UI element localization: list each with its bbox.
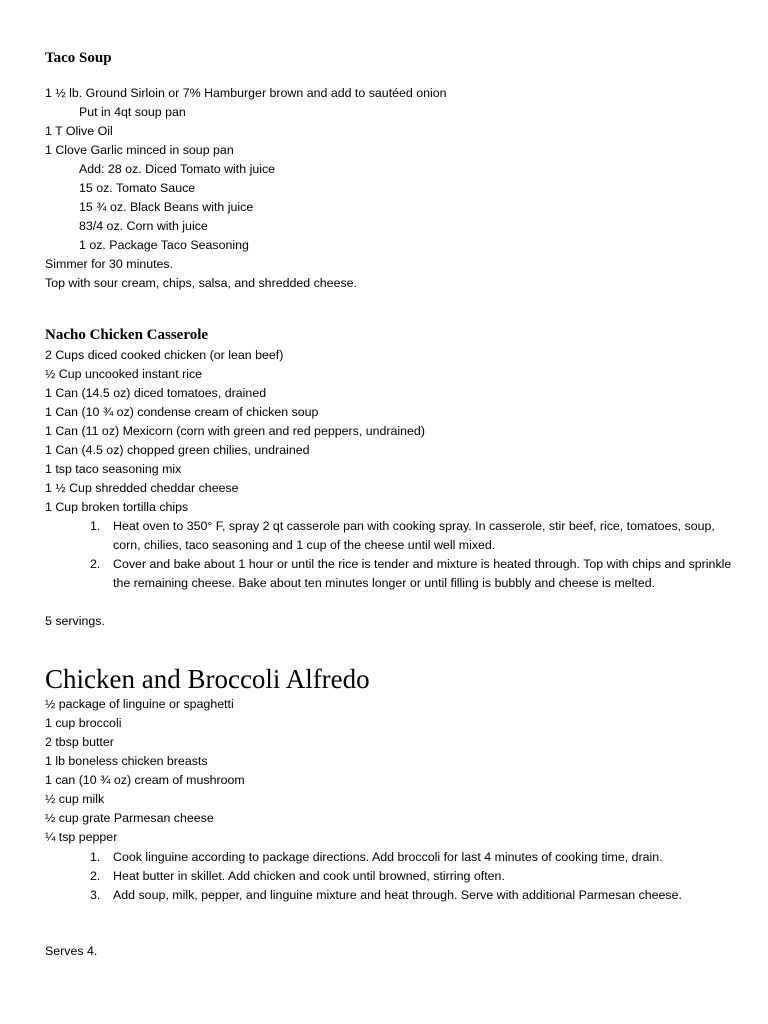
nacho-ingredient: 1 Can (14.5 oz) diced tomatoes, drained (45, 386, 267, 400)
nacho-steps-list (45, 517, 735, 593)
taco-line: Top with sour cream, chips, salsa, and shredded cheese. (45, 276, 357, 290)
nacho-ingredient: ½ Cup uncooked instant rice (45, 367, 203, 381)
nacho-ingredient: 1 ½ Cup shredded cheddar cheese (45, 481, 239, 495)
taco-line: 1 oz. Package Taco Seasoning (79, 238, 249, 252)
taco-line: 1 ½ lb. Ground Sirloin or 7% Hamburger brown and add to sautéed onion (45, 86, 447, 100)
alfredo-ingredient: ½ package of linguine or spaghetti (45, 697, 234, 711)
step-number: 3. (90, 888, 101, 902)
alfredo-ingredient: ¼ tsp pepper (45, 830, 118, 844)
alfredo-step (45, 867, 735, 886)
alfredo-ingredient: 1 can (10 ¾ oz) cream of mushroom (45, 773, 245, 787)
step-number: 2. (90, 557, 101, 571)
alfredo-ingredient: ½ cup grate Parmesan cheese (45, 811, 214, 825)
alfredo-step (45, 886, 735, 905)
alfredo-ingredient: 1 lb boneless chicken breasts (45, 754, 208, 768)
step-number: 1. (90, 850, 101, 864)
nacho-ingredient: 1 Cup broken tortilla chips (45, 500, 189, 514)
alfredo-ingredient: 1 cup broccoli (45, 716, 122, 730)
nacho-ingredient: 1 Can (10 ¾ oz) condense cream of chicken soup (45, 405, 319, 419)
alfredo-ingredient: ½ cup milk (45, 792, 105, 806)
nacho-step (45, 517, 735, 555)
taco-line: Put in 4qt soup pan (79, 105, 186, 119)
step-text: Add soup, milk, pepper, and linguine mixture and heat through. Serve with additional Parmesan cheese. (113, 888, 682, 902)
taco-line: 83/4 oz. Corn with juice (79, 219, 208, 233)
step-text: Heat oven to 350° F, spray 2 qt casserole pan with cooking spray. In casserole, stir beef, rice, tomatoes, soup, corn, chilies, taco seasoning and 1 cup of the cheese until well mixed. (113, 519, 715, 552)
taco-line: Simmer for 30 minutes. (45, 257, 174, 271)
taco-line: 1 T Olive Oil (45, 124, 113, 138)
taco-line: 15 ¾ oz. Black Beans with juice (79, 200, 254, 214)
step-text: Heat butter in skillet. Add chicken and cook until browned, stirring often. (113, 869, 505, 883)
taco-line: 15 oz. Tomato Sauce (79, 181, 196, 195)
taco-line: 1 Clove Garlic minced in soup pan (45, 143, 234, 157)
nacho-ingredient: 2 Cups diced cooked chicken (or lean beef) (45, 348, 284, 362)
nacho-servings: 5 servings. (45, 614, 105, 628)
nacho-ingredient: 1 Can (4.5 oz) chopped green chilies, undrained (45, 443, 310, 457)
nacho-ingredient: 1 tsp taco seasoning mix (45, 462, 182, 476)
nacho-step (45, 555, 735, 593)
nacho-casserole-title: Nacho Chicken Casserole (45, 327, 209, 343)
nacho-ingredient: 1 Can (11 oz) Mexicorn (corn with green and red peppers, undrained) (45, 424, 425, 438)
step-text: Cook linguine according to package directions. Add broccoli for last 4 minutes of cooking time, drain. (113, 850, 663, 864)
taco-soup-title: Taco Soup (45, 50, 112, 66)
alfredo-step (45, 848, 735, 867)
alfredo-servings: Serves 4. (45, 944, 98, 958)
step-number: 1. (90, 519, 101, 533)
alfredo-title: Chicken and Broccoli Alfredo (45, 664, 370, 694)
taco-line: Add: 28 oz. Diced Tomato with juice (79, 162, 276, 176)
step-number: 2. (90, 869, 101, 883)
step-text: Cover and bake about 1 hour or until the rice is tender and mixture is heated through. Top with chips and sprinkle the remaining cheese. Bake about ten minutes longer or until filling is bubbly and cheese is melted. (113, 557, 732, 590)
alfredo-steps-list (45, 848, 735, 905)
alfredo-ingredient: 2 tbsp butter (45, 735, 114, 749)
